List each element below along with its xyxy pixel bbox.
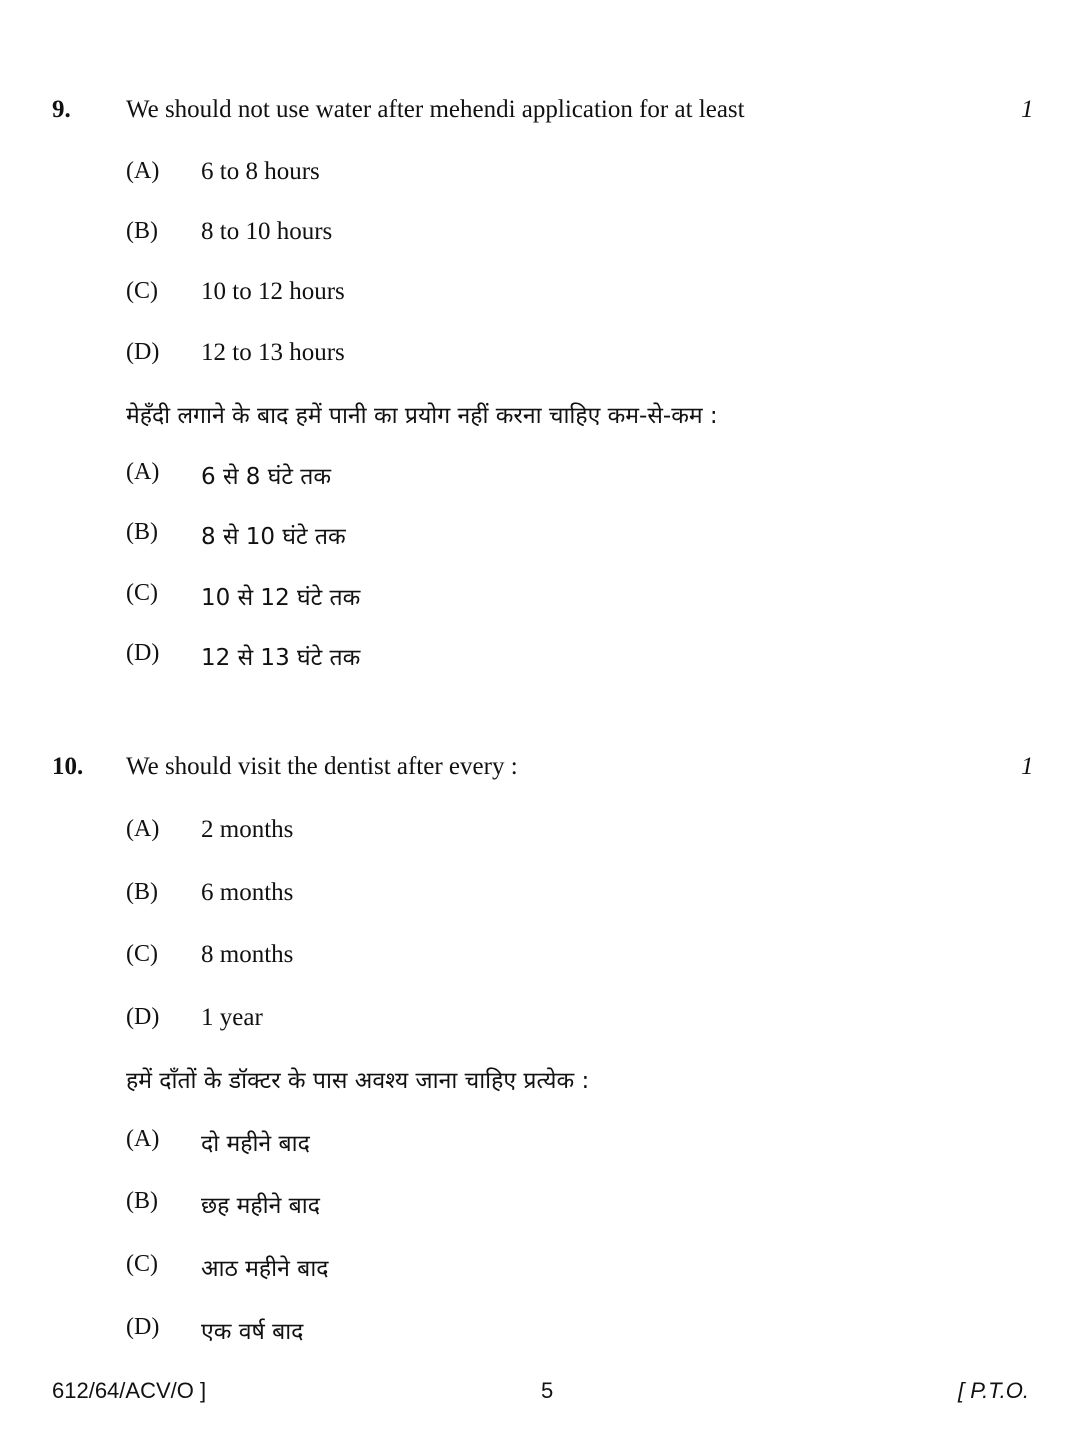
option-text-hindi: 6 से 8 घंटे तक	[201, 464, 332, 490]
question-marks: 1	[1021, 96, 1034, 123]
option-text: 10 to 12 hours	[201, 278, 345, 305]
option-label: (A)	[126, 816, 160, 842]
option-label: (D)	[126, 339, 160, 365]
option-text: 1 year	[201, 1004, 263, 1031]
option-text-hindi: छह महीने बाद	[201, 1193, 320, 1219]
option-label: (B)	[126, 1188, 158, 1214]
question-text: We should visit the dentist after every :	[126, 753, 518, 780]
question-number: 10.	[52, 753, 84, 780]
option-label: (C)	[126, 1251, 158, 1277]
option-text-hindi: 8 से 10 घंटे तक	[201, 524, 346, 550]
pto-note: [ P.T.O.	[958, 1378, 1029, 1403]
option-label: (C)	[126, 580, 158, 606]
option-label: (A)	[126, 459, 160, 485]
option-text: 8 months	[201, 941, 294, 968]
option-label: (D)	[126, 1314, 160, 1340]
question-text-hindi: मेहँदी लगाने के बाद हमें पानी का प्रयोग नहीं करना चाहिए कम-से-कम :	[126, 403, 718, 429]
option-label: (B)	[126, 879, 158, 905]
option-text: 8 to 10 hours	[201, 218, 333, 245]
option-text: 6 to 8 hours	[201, 158, 320, 185]
option-label: (D)	[126, 1004, 160, 1030]
option-text: 12 to 13 hours	[201, 339, 345, 366]
paper-code: 612/64/ACV/O ]	[52, 1378, 207, 1403]
question-text: We should not use water after mehendi application for at least	[126, 96, 745, 123]
option-text: 2 months	[201, 816, 294, 843]
option-text-hindi: आठ महीने बाद	[201, 1256, 329, 1282]
option-label: (B)	[126, 519, 158, 545]
question-text-hindi: हमें दाँतों के डॉक्टर के पास अवश्य जाना चाहिए प्रत्येक :	[126, 1068, 590, 1094]
option-text-hindi: 10 से 12 घंटे तक	[201, 585, 361, 611]
question-marks: 1	[1021, 753, 1034, 780]
option-label: (D)	[126, 640, 160, 666]
option-label: (A)	[126, 1126, 160, 1152]
option-label: (A)	[126, 158, 160, 184]
option-label: (C)	[126, 941, 158, 967]
page-number: 5	[541, 1378, 554, 1403]
option-label: (C)	[126, 278, 158, 304]
option-text-hindi: एक वर्ष बाद	[201, 1319, 304, 1345]
question-number: 9.	[52, 96, 71, 123]
option-text-hindi: दो महीने बाद	[201, 1131, 310, 1157]
option-text-hindi: 12 से 13 घंटे तक	[201, 645, 361, 671]
option-text: 6 months	[201, 879, 294, 906]
option-label: (B)	[126, 218, 158, 244]
